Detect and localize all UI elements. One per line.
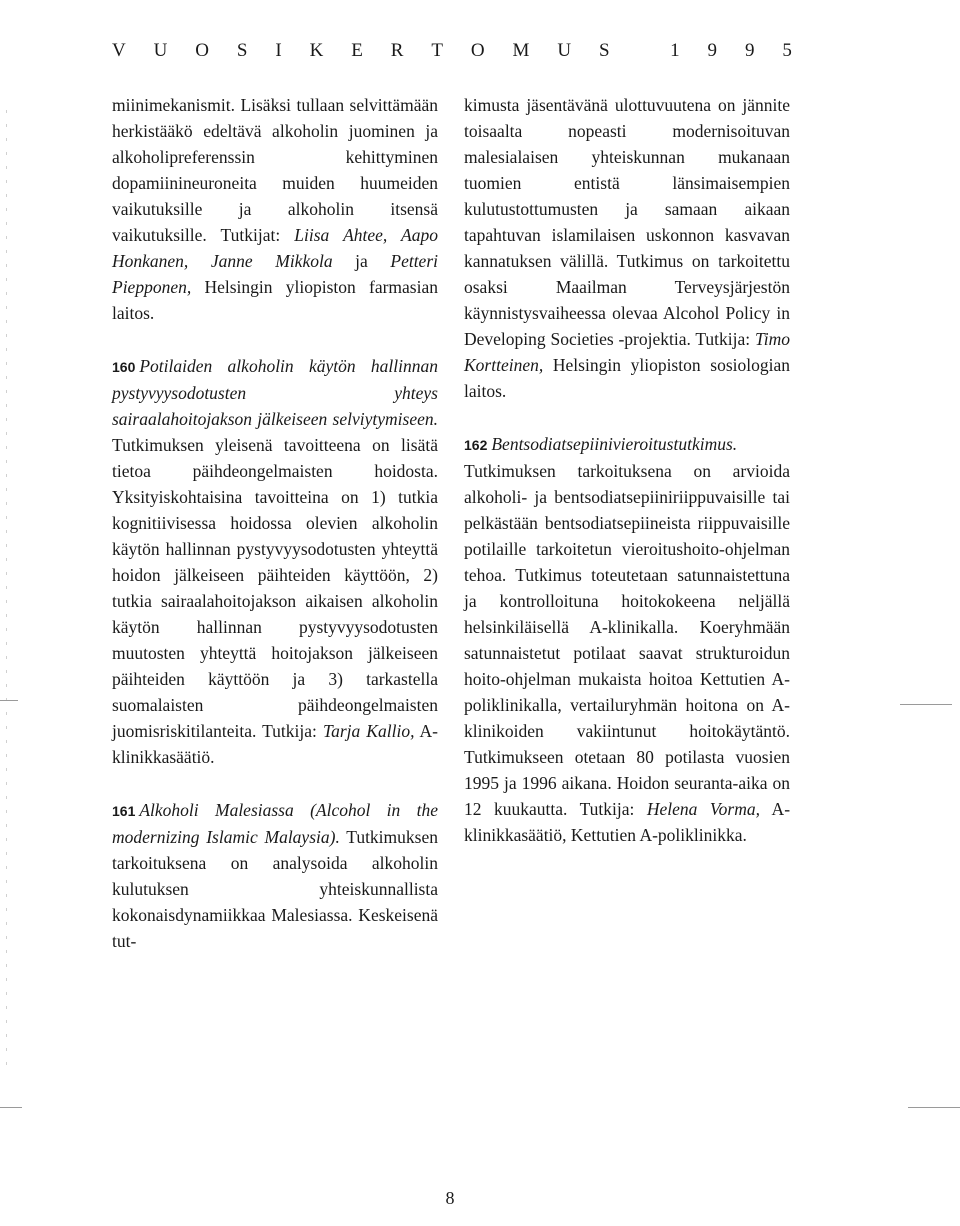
entry-161 [112,797,438,954]
researcher-names: Liisa Ahtee, Aapo Honkanen, Janne Mikkola [112,225,438,271]
running-head-letter: I [275,40,282,61]
running-head-letter: U [153,40,168,61]
paragraph-text: kimusta jäsentävänä ulottuvuutena on jännite toisaalta nopeasti modernisoituvan malesialaisen yhteiskunnan mukanaan tuomien entistä länsimaisempien kulutustottumusten ja samaan aikaan tapahtuvan islamilaisen uskonnon kasvavan kannatuksen välillä. Tutkimus on tarkoitettu osaksi Maailman Terveysjärjestön käynnistysvaiheessa olevaa Alcohol Policy in Developing Societies -projektia. Tutkija: [464,95,790,349]
running-head-letter: E [351,40,363,61]
entry-title: Potilaiden alkoholin käytön hallinnan pystyvyysodotusten yhteys sairaalahoitojakson jälkeiseen selviytymiseen. [112,356,438,429]
running-head-letter: T [431,40,443,61]
running-head-letter: M [512,40,530,61]
running-head-year-digit: 1 [670,40,680,61]
continued-paragraph [112,92,438,326]
entry-title: Alkoholi Malesiassa (Alcohol in the modernizing Islamic Malaysia). [112,800,438,847]
paragraph-text: miinimekanismit. Lisäksi tullaan selvittämään herkistääkö edeltävä alkoholin juominen ja alkoholipreferenssin kehittyminen dopamiinineuroneita muiden huumeiden vaikutuksille ja alkoholin itsensä vaikutuksille. Tutkijat: [112,95,438,245]
scan-edge-artifact [6,110,7,1070]
entry-162 [464,431,790,848]
margin-tick [0,1107,22,1108]
left-column [112,92,438,954]
entry-number: 160 [112,359,136,375]
entry-title: Bentsodiatsepiinivieroitustutkimus. [491,434,738,454]
running-head-letter: S [599,40,610,61]
running-head-letter: S [236,40,248,61]
running-head-year-digit: 5 [782,40,792,61]
entry-number: 162 [464,437,488,453]
entry-body: Tutkimuksen tarkoituksena on analysoida alkoholin kulutuksen yhteiskunnallista kokonaisdynamiikkaa Malesiassa. Keskeisenä tut- [112,827,438,951]
conjunction: ja [332,251,391,271]
running-head [112,38,792,64]
continued-paragraph [464,92,790,404]
margin-tick [900,704,952,705]
running-head-letter: V [112,40,126,61]
running-head-year-digit: 9 [707,40,718,61]
running-head-year-digit: 9 [744,40,755,61]
entry-body: Tutkimuksen yleisenä tavoitteena on lisätä tietoa päihdeongelmaisten hoidosta. Yksityiskohtaisina tavoitteina on 1) tutkia kognitiivisessa hoidossa olevien alkoholin käytön hallinnan pystyvyysodotusten yhteyttä hoidon jälkeiseen päihteiden käyttöön, 2) tutkia sairaalahoitojakson aikaisen alkoholin käytön hallinnan pystyvyysodotusten muutosten yhteyttä hoitojakson jälkeiseen päihteiden käyttöön ja 3) tarkastella suomalaisten päihdeongelmaisten juomisriskitilanteita. Tutkija: [112,435,438,741]
researcher-name: Helena Vorma, [646,799,761,819]
entry-body: Tutkimuksen tarkoituksena on arvioida alkoholi- ja bentsodiatsepiiniriippuvaisille tai pelkästään bentsodiatsepiineista riippuvaisille potilaille tarkoitetun vieroitushoito-ohjelman tehoa. Tutkimus toteutetaan satunnaistettuna ja kontrolloituna hoitokokeena neljällä helsinkiläisellä A-klinikalla. Koeryhmään satunnaistetut potilaat saavat strukturoidun hoito-ohjelman mukaista hoitoa Kettutien A-poliklinikalla, vertailuryhmän hoitona on A-klinikoiden vakiintunut hoitokäytäntö. Tutkimukseen otetaan 80 potilasta vuosien 1995 ja 1996 aikana. Hoidon seuranta-aika on 12 kuukautta. Tutkija: [464,461,790,819]
running-head-gap [637,40,642,62]
affiliation: Helsingin yliopiston sosiologian laitos. [464,355,790,401]
margin-tick [0,700,18,701]
researcher-name: Petteri Piepponen, [112,251,438,297]
entry-number: 161 [112,803,136,819]
running-head-letter: O [470,40,485,61]
affiliation: Helsingin yliopiston farmasian laitos. [112,277,438,323]
researcher-name: Tarja Kallio, [322,721,415,741]
margin-tick [908,1107,960,1108]
researcher-name: Timo Kortteinen, [464,329,790,375]
page-number: 8 [445,1188,455,1208]
running-head-letter: U [557,40,572,61]
entry-160 [112,353,438,770]
affiliation: A-klinikkasäätiö, Kettutien A-poliklinikka. [464,799,791,845]
right-column [464,92,790,848]
running-head-letter: K [309,40,324,61]
affiliation: A-klinikkasäätiö. [112,721,439,767]
running-head-letter: R [390,40,404,61]
running-head-letter: O [195,40,210,61]
